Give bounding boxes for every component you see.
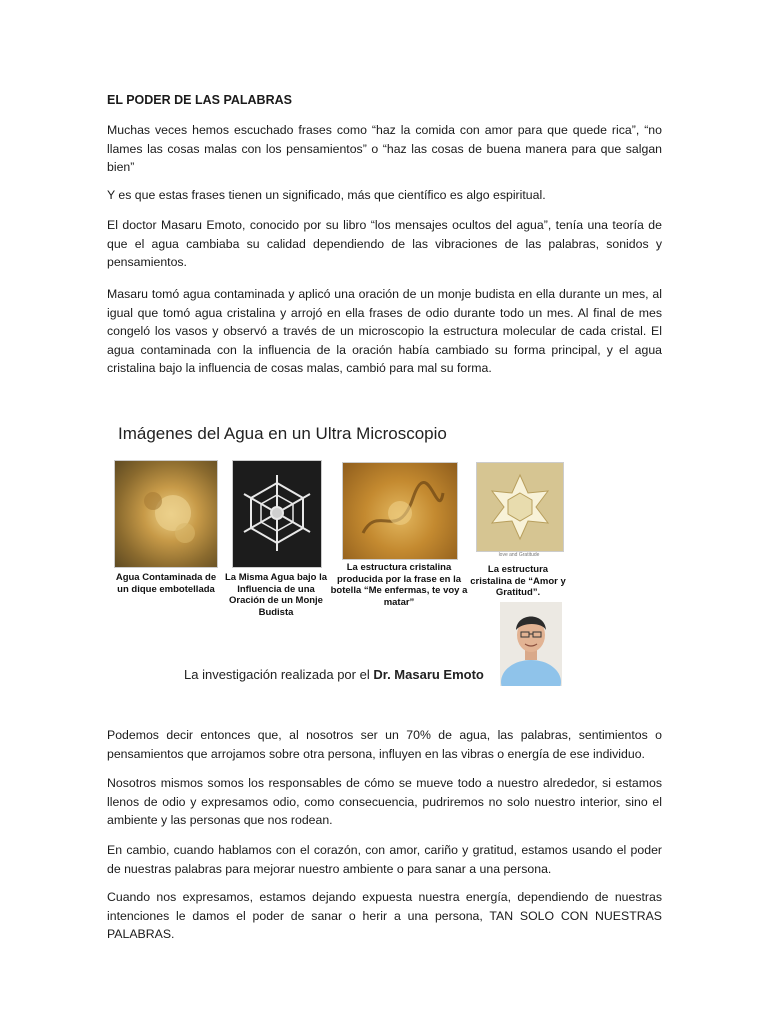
crystal-image-love-gratitude: [476, 462, 564, 552]
caption-contaminated: Agua Contaminada de un dique embotellada: [115, 572, 217, 595]
small-image-label: love and Gratitude: [498, 552, 540, 558]
paragraph-spiritual: Y es que estas frases tienen un significado, más que científico es algo espiritual.: [107, 188, 546, 202]
figure-title: Imágenes del Agua en un Ultra Microscopio: [118, 424, 447, 443]
crystal-image-prayer: [232, 460, 322, 568]
paragraph-seventy-percent: Podemos decir entonces que, al nosotros ser un 70% de agua, las palabras, sentimientos o pensamientos que arrojamos sobre otra persona, influyen en las vibras o energía de ese individuo.: [107, 728, 662, 761]
credit-prefix: La investigación realizada por el: [184, 667, 374, 682]
caption-prayer: La Misma Agua bajo la Influencia de una Oración de un Monje Budista: [224, 572, 328, 618]
paragraph-energy: Cuando nos expresamos, estamos dejando expuesta nuestra energía, dependiendo de nuestras intenciones le damos el poder de sanar o herir a una persona, TAN SOLO CON NUESTRAS PALABRAS.: [107, 890, 662, 941]
paragraph-intro: Muchas veces hemos escuchado frases como “haz la comida con amor para que quede rica”, “no llames las cosas malas con los pensamientos” o “haz las cosas de buena manera para que salgan bien”: [107, 123, 662, 174]
figure-credit: [184, 667, 484, 682]
document-title: EL PODER DE LAS PALABRAS: [107, 93, 292, 107]
paragraph-emoto-theory: El doctor Masaru Emoto, conocido por su libro “los mensajes ocultos del agua”, tenía una teoría de que el agua cambiaba su calidad dependiendo de las vibraciones de las palabras, sonidos y pensamientos.: [107, 218, 662, 269]
water-crystals-figure: [106, 412, 566, 702]
caption-hate: La estructura cristalina producida por la frase en la botella “Me enfermas, te voy a matar”: [330, 562, 468, 608]
paragraph-experiment: Masaru tomó agua contaminada y aplicó una oración de un monje budista en ella durante un mes, al igual que tomó agua cristalina y arrojó en ella frases de odio durante todo un mes. Al final de mes congeló los vasos y observó a través de un microscopio la estructura molecular de cada cristal. El agua contaminada con la influencia de la oración había cambiado su forma principal, y el agua cristalina bajo la influencia de cosas malas, cambió para mal su forma.: [107, 287, 662, 375]
paragraph-responsibility: Nosotros mismos somos los responsables de cómo se mueve todo a nuestro alrededor, si estamos llenos de odio y expresamos odio, como consecuencia, pudriremos no solo nuestro interior, sino el ambiente y las personas que nos rodean.: [107, 776, 662, 827]
credit-name: Dr. Masaru Emoto: [373, 667, 484, 682]
emoto-portrait: [500, 602, 562, 686]
caption-love-gratitude: La estructura cristalina de “Amor y Gratitud”.: [470, 564, 566, 598]
crystal-image-contaminated: [114, 460, 218, 568]
paragraph-heart: En cambio, cuando hablamos con el corazón, con amor, cariño y gratitud, estamos usando el poder de nuestras palabras para mejorar nuestro ambiente o para sanar a una persona.: [107, 843, 662, 876]
crystal-image-hate: [342, 462, 458, 560]
